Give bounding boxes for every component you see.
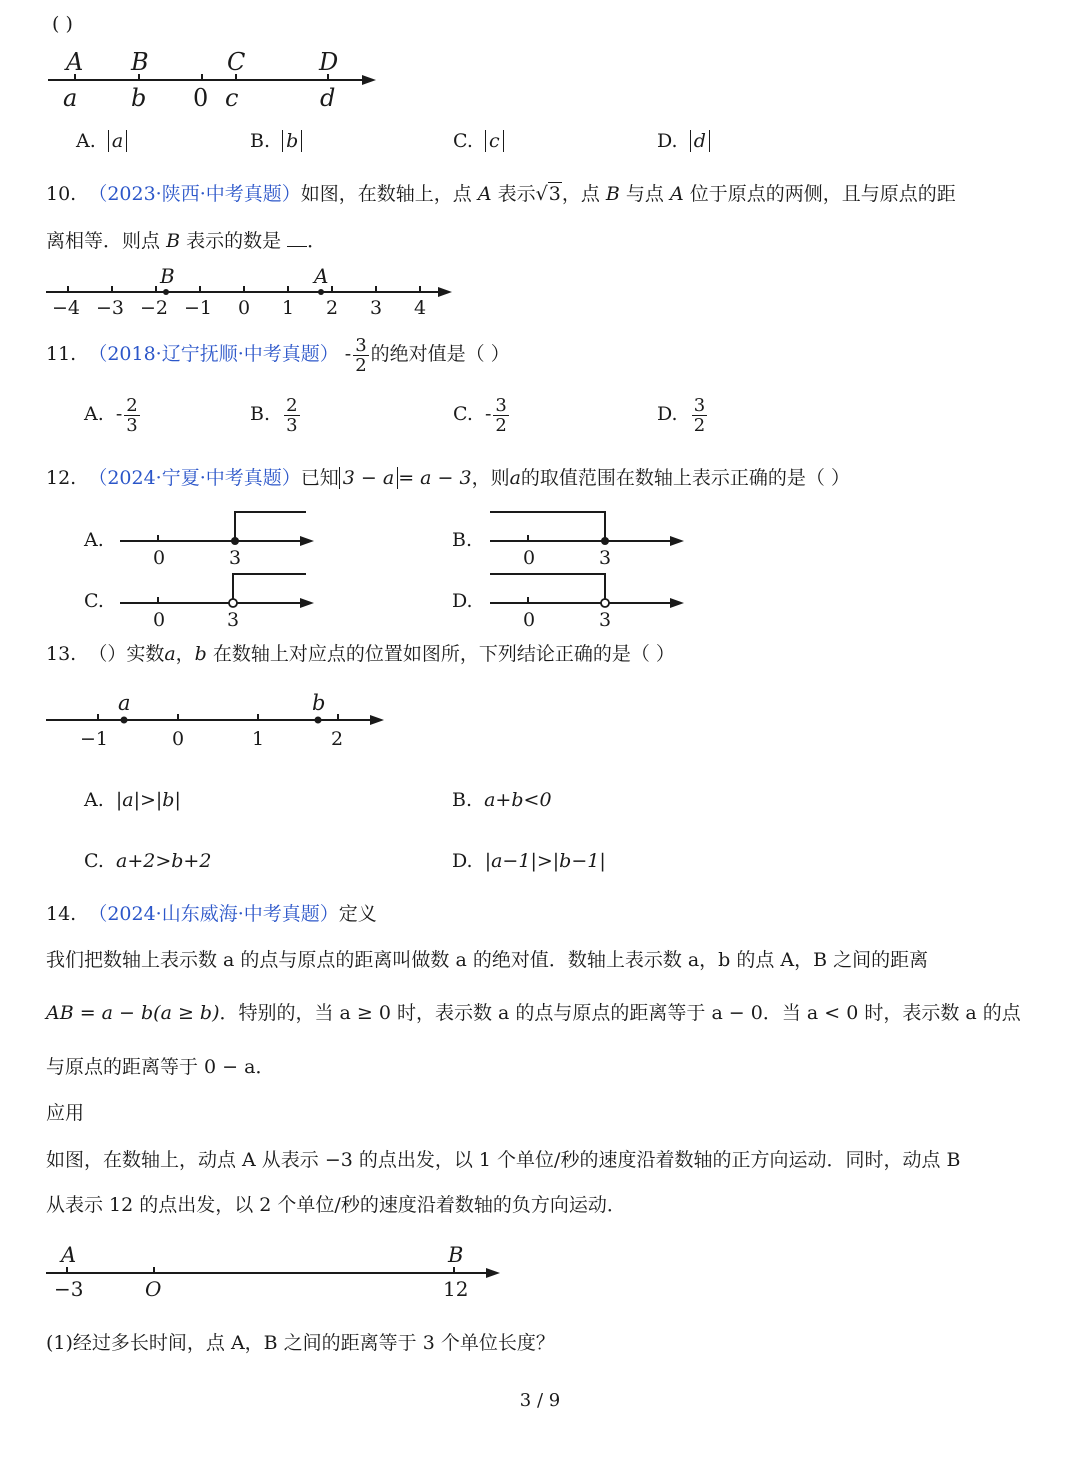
q12-c-tick3: 3 — [227, 609, 240, 631]
q10-tick-label: −2 — [139, 297, 169, 319]
q13-tick-label: 0 — [171, 728, 185, 750]
q9-label-c: c — [225, 84, 239, 112]
q12-option-b-label: B. — [452, 529, 473, 551]
q14-label-A: A — [61, 1243, 77, 1267]
q14-app-line2: 从表示 12 的点出发，以 2 个单位/秒的速度沿着数轴的负方向运动． — [46, 1194, 626, 1216]
q14-def-line3: 与原点的距离等于 0 − a． — [46, 1056, 275, 1078]
q12-b-tick3: 3 — [599, 547, 612, 569]
q9-option-b: B. b — [250, 129, 302, 153]
q9-label-0: 0 — [193, 84, 209, 112]
q13-option-a: A. |a|>|b| — [84, 789, 181, 811]
q9-label-C: C — [227, 48, 246, 76]
q11-option-d: D. $\frac{3}{2}$ — [657, 394, 706, 436]
q9-label-D: D — [319, 48, 339, 76]
q10-tick-label: 0 — [237, 297, 251, 319]
q10-line1: 10. （2023·陕西·中考真题）如图，在数轴上，点 A 表示√3，点 B 与点 A 位于原点的两侧，且与原点的距 — [46, 183, 956, 205]
q13-pt-label-a: a — [118, 691, 131, 715]
q9-label-A: A — [66, 48, 84, 76]
q12-d-tick3: 3 — [599, 609, 612, 631]
q12-option-c-diagram — [118, 570, 328, 632]
q9-label-a: a — [63, 84, 78, 112]
q12-option-c-label: C. — [84, 590, 104, 612]
q10-pt-label-B: B — [160, 264, 175, 288]
q13-option-c: C. a+2>b+2 — [84, 850, 212, 872]
q14-part1: (1)经过多长时间，点 A，B 之间的距离等于 3 个单位长度？ — [46, 1332, 555, 1354]
q11-option-c: C. - $\frac{3}{2}$ — [453, 394, 507, 436]
q10-tick-label: −1 — [183, 297, 213, 319]
q10-pt-label-A: A — [314, 264, 329, 288]
q13-point-a — [121, 717, 128, 724]
q12-c-tick0: 0 — [153, 609, 166, 631]
q13-tick-label: 2 — [330, 728, 344, 750]
q12-option-a-diagram — [118, 508, 328, 570]
q13-pt-label-b: b — [312, 691, 326, 715]
q9-option-d: D. d — [657, 129, 710, 153]
q9-option-c: C. c — [453, 129, 504, 153]
q14-number-line — [40, 1238, 520, 1302]
q14-label-B: B — [448, 1243, 464, 1267]
q11-option-a: A. - $\frac{2}{3}$ — [84, 394, 138, 436]
q14-stem: 14. （2024·山东威海·中考真题）定义 — [46, 903, 377, 925]
q13-tick-label: 1 — [251, 728, 265, 750]
q9-paren: ( ) — [52, 13, 73, 35]
q14-tick-label: −3 — [54, 1277, 84, 1301]
q10-tick-label: −4 — [51, 297, 81, 319]
q10-answer-blank — [287, 228, 307, 247]
q12-a-tick0: 0 — [153, 547, 166, 569]
q11-source: （2018·辽宁抚顺·中考真题） — [88, 343, 339, 365]
q14-app-heading: 应用 — [46, 1102, 85, 1124]
q10-number-line — [40, 262, 460, 320]
q14-tick-label: O — [145, 1277, 162, 1301]
q10-point-B — [163, 289, 169, 295]
q12-a-tick3: 3 — [229, 547, 242, 569]
q10-tick-label: 2 — [325, 297, 339, 319]
q11-option-b: B. $\frac{2}{3}$ — [250, 394, 298, 436]
q13-number-line — [40, 688, 400, 754]
q12-source: （2024·宁夏·中考真题） — [88, 467, 301, 489]
q10-tick-label: 4 — [413, 297, 427, 319]
q12-d-tick0: 0 — [523, 609, 536, 631]
q10-tick-label: 1 — [281, 297, 295, 319]
q12-option-a-label: A. — [84, 529, 104, 551]
q12-option-b-diagram — [488, 508, 698, 570]
q13-option-b: B. a+b<0 — [452, 789, 552, 811]
q14-tick-label: 12 — [443, 1277, 469, 1301]
q10-source: （2023·陕西·中考真题） — [88, 183, 301, 205]
q12-b-tick0: 0 — [523, 547, 536, 569]
q14-source: （2024·山东威海·中考真题） — [88, 903, 339, 925]
q14-def-line1: 我们把数轴上表示数 a 的点与原点的距离叫做数 a 的绝对值．数轴上表示数 a，b 的点 A，B 之间的距离 — [46, 949, 929, 971]
q10-point-A — [318, 289, 324, 295]
q9-number-line — [40, 44, 390, 114]
q14-def-line2: AB = a − b(a ≥ b)．特别的，当 a ≥ 0 时，表示数 a 的点与原点的距离等于 a − 0．当 a < 0 时，表示数 a 的点 — [46, 1002, 1021, 1024]
q13-tick-label: −1 — [79, 728, 109, 750]
q10-tick-label: −3 — [95, 297, 125, 319]
q12-stem: 12. （2024·宁夏·中考真题）已知 3 − a = a − 3，则a的取值范围在数轴上表示正确的是（ ） — [46, 467, 850, 489]
q9-label-b: b — [131, 84, 147, 112]
q9-label-d: d — [320, 84, 336, 112]
q10-tick-label: 3 — [369, 297, 383, 319]
q12-option-d-diagram — [488, 570, 698, 632]
q9-option-a: A. a — [76, 129, 127, 153]
page-number: 3 / 9 — [519, 1390, 561, 1411]
q13-option-d: D. |a−1|>|b−1| — [452, 850, 606, 872]
q14-app-line1: 如图，在数轴上，动点 A 从表示 −3 的点出发，以 1 个单位/秒的速度沿着数轴的正方向运动．同时，动点 B — [46, 1149, 961, 1171]
q10-line2: 离相等．则点 B 表示的数是 ． — [46, 230, 327, 252]
q12-option-d-label: D. — [452, 590, 473, 612]
q9-label-B: B — [131, 48, 149, 76]
q13-point-b — [315, 717, 322, 724]
q13-stem: 13. （）实数a，b 在数轴上对应点的位置如图所，下列结论正确的是（ ） — [46, 643, 675, 665]
q11-stem: 11. （2018·辽宁抚顺·中考真题） - $\frac{3}{2}$ 的绝对值是（ ） — [46, 334, 510, 376]
